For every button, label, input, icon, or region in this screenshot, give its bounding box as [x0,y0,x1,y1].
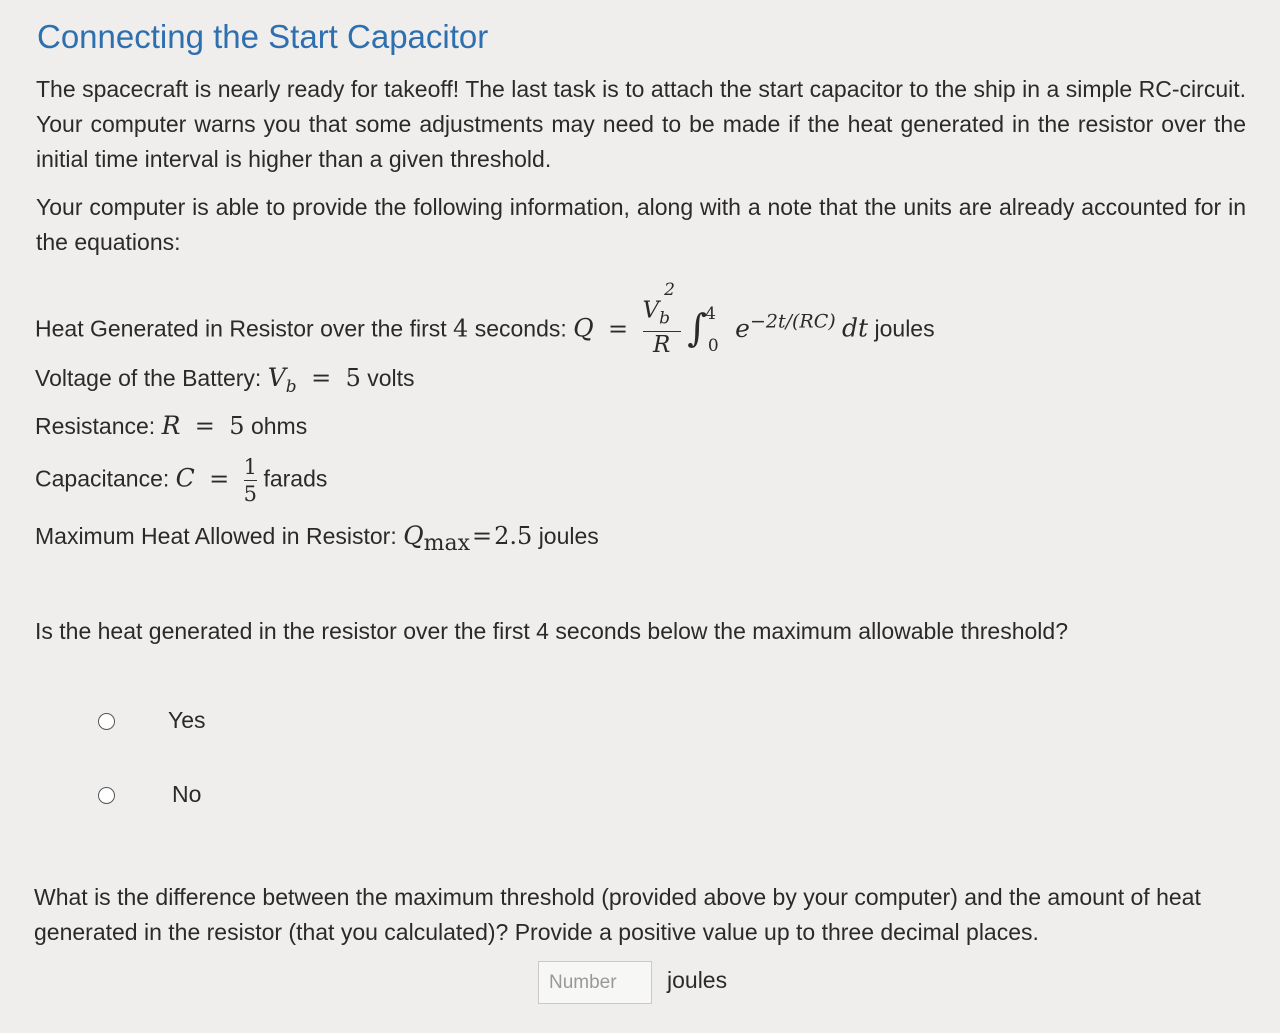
option-no[interactable] [98,781,202,807]
capacitance-fraction: $\frac{1}{5}$ [243,455,258,506]
capacitance-label: Capacitance: [35,465,170,492]
heat-seconds: 4 [453,314,469,343]
heat-unit: joules [874,315,935,342]
answer-input[interactable] [538,961,652,1004]
vb-symbol: $V_b$ [267,363,297,397]
intro-paragraph: The spacecraft is nearly ready for takeoff! The last task is to attach the start capacitor to the ship in a simple RC-circuit. Your computer warns you that some adjustments may need to be made if the heat generated in the resistor over the initial time interval is higher than a given threshold. [36,76,1246,172]
resistance-label: Resistance: [35,413,156,439]
resistance-row: Resistance: R = 5 ohms [35,411,308,440]
r-symbol: R [161,411,181,440]
radio-no[interactable] [98,787,115,804]
max-heat-value: 2.5 [494,522,533,550]
vb-over-r-fraction: $\frac{V_b^2}{R}$ [643,292,681,357]
info-paragraph: Your computer is able to provide the following information, along with a note that the units are already accounted for in the equations: [36,194,1246,255]
capacitance-unit: farads [263,465,328,492]
battery-value: 5 [345,364,361,392]
max-heat-row: Maximum Heat Allowed in Resistor: $Q_{max}=2.5$ joules [35,521,599,556]
option-yes-label: Yes [168,707,206,733]
integral-symbol: ∫ [687,305,708,350]
max-heat-label: Maximum Heat Allowed in Resistor: [35,523,397,549]
integral-upper: 4 [705,303,716,324]
question-1: Is the heat generated in the resistor over the first 4 seconds below the maximum allowable threshold? [35,618,1069,644]
exponential-term: $e^{-2t/(RC)}$ [735,310,836,343]
qmax-symbol: $Q_{max}$ [403,521,471,556]
heat-seconds-text: seconds: [474,315,567,342]
integral-lower: 0 [707,335,719,356]
max-heat-unit: joules [538,523,599,549]
equals-sign: = [608,314,629,343]
question-2: What is the difference between the maximum threshold (provided above by your computer) and the amount of heat generated in the resistor (that you calculated)? Provide a positive value up to three decimal places. [34,884,1201,945]
option-no-label: No [172,781,202,807]
c-symbol: C [175,463,195,493]
battery-label: Voltage of the Battery: [35,365,262,391]
resistance-value: 5 [229,412,245,440]
battery-row: Voltage of the Battery: $V_b = 5$ volts [35,363,415,397]
dt-symbol: dt [842,313,869,343]
resistance-unit: ohms [250,413,308,439]
option-yes[interactable] [98,707,206,733]
capacitance-row: Capacitance: C = $\frac{1}{5}$ farads [35,455,328,506]
q-symbol: Q [573,313,594,343]
page-title: Connecting the Start Capacitor [37,18,489,55]
battery-unit: volts [367,365,415,391]
heat-formula-row [35,280,935,363]
radio-yes[interactable] [98,713,115,730]
answer-unit: joules [667,967,728,993]
heat-label: Heat Generated in Resistor over the first [35,315,447,342]
